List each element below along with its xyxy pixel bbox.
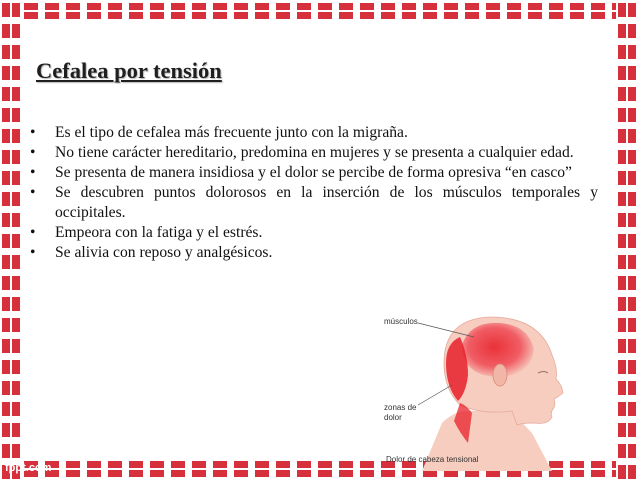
- zones-pointer: [418, 385, 452, 405]
- border-top-pattern: [0, 0, 638, 21]
- bullet-text: Se descubren puntos dolorosos en la inserción de los músculos temporales y occipitales.: [55, 184, 598, 221]
- bullet-text: Se presenta de manera insidiosa y el dolor se percibe de forma opresiva “en casco”: [55, 164, 572, 181]
- head-illustration: [382, 293, 622, 471]
- bullet-dot: •: [30, 164, 36, 181]
- bullet-dot: •: [30, 184, 36, 201]
- bullet-item: [30, 183, 598, 223]
- figure-caption: Dolor de cabeza tensional: [386, 455, 479, 464]
- border-top: [0, 0, 638, 21]
- bullet-dot: •: [30, 144, 36, 161]
- bullet-text: Empeora con la fatiga y el estrés.: [55, 224, 263, 241]
- label-zones-line2: dolor: [384, 413, 402, 422]
- bullet-text: Se alivia con reposo y analgésicos.: [55, 244, 273, 261]
- bullet-list: [30, 123, 598, 263]
- border-left-pattern: [0, 0, 22, 479]
- slide-content: [22, 21, 616, 464]
- border-left: [0, 0, 22, 479]
- bullet-item: [30, 123, 598, 143]
- bullet-item: [30, 223, 365, 243]
- bullet-dot: •: [30, 124, 36, 141]
- slide-title: Cefalea por tensión: [36, 58, 222, 83]
- bullet-dot: •: [30, 224, 36, 241]
- tension-headache-figure: [382, 293, 622, 471]
- bullet-item: [30, 143, 598, 163]
- label-zones-line1: zonas de: [384, 403, 417, 412]
- bullet-text: Es el tipo de cefalea más frecuente junto con la migraña.: [55, 124, 408, 141]
- bullet-item: [30, 163, 598, 183]
- bullet-text: No tiene carácter hereditario, predomina en mujeres y se presenta a cualquier edad.: [55, 144, 574, 161]
- fppt-logo: fppt.com: [5, 462, 52, 474]
- label-muscles: músculos: [384, 317, 418, 326]
- bullet-item: [30, 243, 365, 263]
- ear-shape: [493, 364, 507, 386]
- bullet-dot: •: [30, 244, 36, 261]
